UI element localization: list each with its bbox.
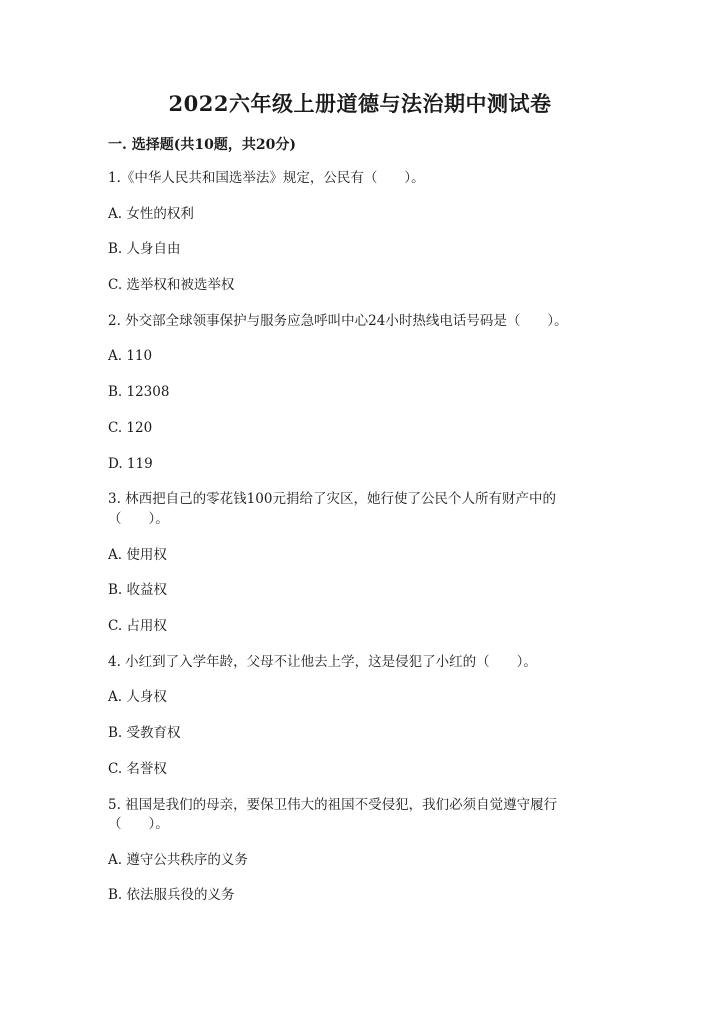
question-3-stem: 3. 林西把自己的零花钱100元捐给了灾区，她行使了公民个人所有财产中的 <box>108 491 556 507</box>
page-title: 2022六年级上册道德与法治期中测试卷 <box>168 91 552 116</box>
question-2-option-c: C. 120 <box>108 420 153 436</box>
question-4-stem: 4. 小红到了入学年龄，父母不让他去上学，这是侵犯了小红的（ ）。 <box>108 654 537 670</box>
question-2-option-b: B. 12308 <box>108 384 170 400</box>
question-4-option-a: A. 人身权 <box>108 689 167 705</box>
question-2-option-a: A. 110 <box>108 348 153 364</box>
question-2-stem: 2. 外交部全球领事保护与服务应急呼叫中心24小时热线电话号码是（ ）。 <box>108 313 568 329</box>
question-5-stem-continued: （ ）。 <box>108 816 169 832</box>
question-1-option-a: A. 女性的权利 <box>108 206 194 222</box>
question-3-option-b: B. 收益权 <box>108 582 168 598</box>
question-5-option-b: B. 依法服兵役的义务 <box>108 887 235 903</box>
question-5-stem: 5. 祖国是我们的母亲，要保卫伟大的祖国不受侵犯，我们必须自觉遵守履行 <box>108 797 558 813</box>
question-1-option-b: B. 人身自由 <box>108 241 181 257</box>
question-1-stem: 1.《中华人民共和国选举法》规定，公民有（ ）。 <box>108 170 425 186</box>
question-2-option-d: D. 119 <box>108 456 153 472</box>
question-4-option-c: C. 名誉权 <box>108 761 167 777</box>
question-3-option-c: C. 占用权 <box>108 618 167 634</box>
question-4-option-b: B. 受教育权 <box>108 725 181 741</box>
section-heading: 一. 选择题(共10题，共20分) <box>108 137 296 153</box>
question-3-option-a: A. 使用权 <box>108 547 167 563</box>
question-1-option-c: C. 选举权和被选举权 <box>108 277 235 293</box>
question-3-stem-continued: （ ）。 <box>108 511 169 527</box>
question-5-option-a: A. 遵守公共秩序的义务 <box>108 852 248 868</box>
